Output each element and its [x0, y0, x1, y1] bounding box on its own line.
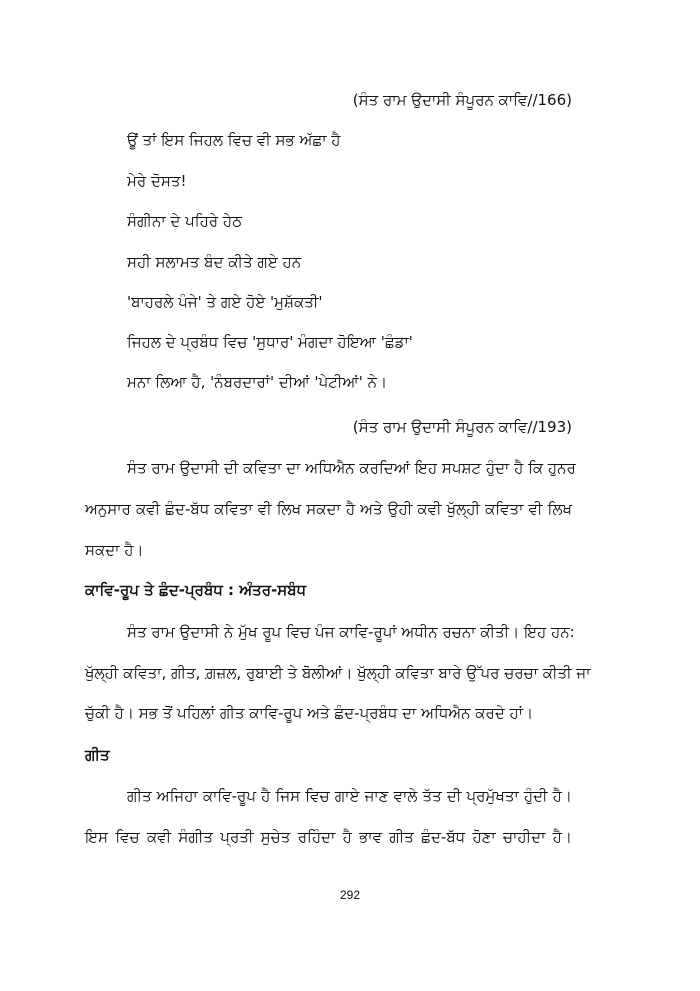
poem-line: ਸੰਗੀਨਾ ਦੇ ਪਹਿਰੇ ਹੇਠ [127, 212, 242, 230]
poem-line: ਊਂ ਤਾਂ ਇਸ ਜਿਹਲ ਵਿਚ ਵੀ ਸਭ ਅੱਛਾ ਹੈ [127, 131, 341, 149]
poem-line: ਮੇਰੇ ਦੋਸਤ! [127, 172, 187, 190]
section-heading: ਕਾਵਿ-ਰੂਪ ਤੇ ਛੰਦ-ਪ੍ਰਬੰਧ : ਅੰਤਰ-ਸਬੰਧ [85, 581, 307, 599]
paragraph-line: ਸੰਤ ਰਾਮ ਉਦਾਸੀ ਨੇ ਮੁੱਖ ਰੂਪ ਵਿਚ ਪੰਜ ਕਾਵਿ-ਰੂਪਾਂ ਅਧੀਨ ਰਚਨਾ ਕੀਤੀ। ਇਹ ਹਨ: [127, 623, 575, 641]
poem-line: ਸਹੀ ਸਲਾਮਤ ਬੰਦ ਕੀਤੇ ਗਏ ਹਨ [127, 253, 302, 271]
paragraph-line: ਸਕਦਾ ਹੈ। [85, 541, 144, 559]
subsection-heading: ਗੀਤ [85, 746, 110, 764]
poem-line: ਜਿਹਲ ਦੇ ਪ੍ਰਬੰਧ ਵਿਚ 'ਸੁਧਾਰ' ਮੰਗਦਾ ਹੋਇਆ 'ਛੰਡਾ' [127, 333, 413, 351]
poem-line: ਮਨਾ ਲਿਆ ਹੈ, 'ਨੰਬਰਦਾਰਾਂ' ਦੀਆਂ 'ਪੇਟੀਆਂ' ਨੇ। [127, 373, 388, 391]
paragraph-line: ਖੁੱਲ੍ਹੀ ਕਵਿਤਾ, ਗੀਤ, ਗ਼ਜ਼ਲ, ਰੁਬਾਈ ਤੇ ਬੋਲੀਆਂ। ਖੁੱਲ੍ਹੀ ਕਵਿਤਾ ਬਾਰੇ ਉੱਪਰ ਚਰਚਾ ਕੀਤੀ ਜਾ [85, 664, 591, 682]
paragraph-line: ਗੀਤ ਅਜਿਹਾ ਕਾਵਿ-ਰੂਪ ਹੈ ਜਿਸ ਵਿਚ ਗਾਏ ਜਾਣ ਵਾਲੇ ਤੱਤ ਦੀ ਪ੍ਰਮੁੱਖਤਾ ਹੁੰਦੀ ਹੈ। [127, 787, 572, 805]
paragraph-line: ਚੁੱਕੀ ਹੈ। ਸਭ ਤੋਂ ਪਹਿਲਾਂ ਗੀਤ ਕਾਵਿ-ਰੂਪ ਅਤੇ ਛੰਦ-ਪ੍ਰਬੰਧ ਦਾ ਅਧਿਐਨ ਕਰਦੇ ਹਾਂ। [85, 704, 534, 722]
citation-166: (ਸੰਤ ਰਾਮ ਉਦਾਸੀ ਸੰਪੂਰਨ ਕਾਵਿ//166) [352, 91, 572, 109]
paragraph-line: ਅਨੁਸਾਰ ਕਵੀ ਛੰਦ-ਬੱਧ ਕਵਿਤਾ ਵੀ ਲਿਖ ਸਕਦਾ ਹੈ ਅਤੇ ਉਹੀ ਕਵੀ ਖੁੱਲ੍ਹੀ ਕਵਿਤਾ ਵੀ ਲਿਖ [85, 500, 572, 518]
paragraph-line: ਸੰਤ ਰਾਮ ਉਦਾਸੀ ਦੀ ਕਵਿਤਾ ਦਾ ਅਧਿਐਨ ਕਰਦਿਆਂ ਇਹ ਸਪਸ਼ਟ ਹੁੰਦਾ ਹੈ ਕਿ ਹੁਨਰ [127, 459, 576, 477]
citation-193: (ਸੰਤ ਰਾਮ ਉਦਾਸੀ ਸੰਪੂਰਨ ਕਾਵਿ//193) [352, 418, 572, 436]
page-number: 292 [339, 888, 361, 902]
paragraph-line: ਇਸ ਵਿਚ ਕਵੀ ਸੰਗੀਤ ਪ੍ਰਤੀ ਸੁਚੇਤ ਰਹਿੰਦਾ ਹੈ ਭਾਵ ਗੀਤ ਛੰਦ-ਬੱਧ ਹੋਣਾ ਚਾਹੀਦਾ ਹੈ। [85, 828, 572, 846]
poem-line: 'ਬਾਹਰਲੇ ਪੰਜੇ' ਤੇ ਗਏ ਹੋਏ 'ਮੁਸ਼ੱਕਤੀ' [127, 293, 323, 311]
